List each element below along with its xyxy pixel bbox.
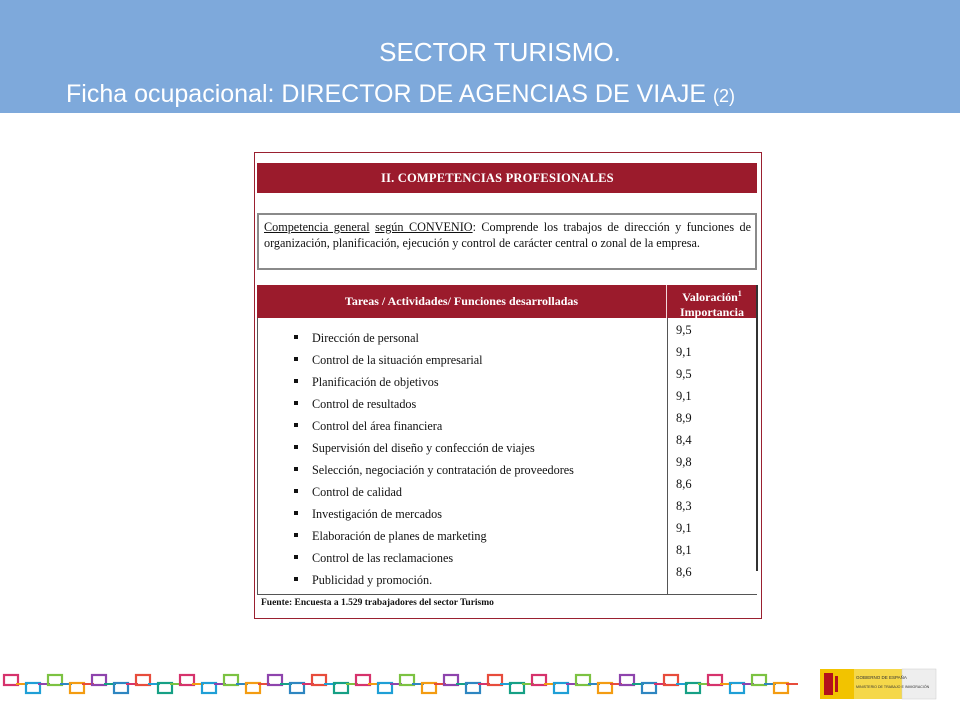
logo-text-ministry: MINISTERIO DE TRABAJO E INMIGRACIÓN xyxy=(856,685,930,689)
importance-value: 8,3 xyxy=(676,499,692,513)
task-label: Control de la situación empresarial xyxy=(312,353,483,367)
importance-value: 9,5 xyxy=(676,323,692,337)
task-label: Supervisión del diseño y confección de viajes xyxy=(312,441,535,455)
chain-link xyxy=(620,675,634,685)
importance-value: 8,9 xyxy=(676,411,692,425)
chain-link xyxy=(48,675,62,685)
rating-header-footnote: 1 xyxy=(737,289,742,298)
tasks-table-body xyxy=(257,318,757,595)
bullet-icon xyxy=(294,577,298,581)
chain-link xyxy=(356,675,370,685)
chain-link xyxy=(752,675,766,685)
chain-link xyxy=(488,675,502,685)
chain-link xyxy=(290,683,304,693)
task-label: Investigación de mercados xyxy=(312,507,442,521)
coat-of-arms-icon xyxy=(824,673,833,695)
chain-link xyxy=(158,683,172,693)
importance-value: 9,1 xyxy=(676,345,692,359)
importance-value: 8,1 xyxy=(676,543,692,557)
title-prefix: Ficha ocupacional: xyxy=(66,80,282,108)
importance-value: 8,4 xyxy=(676,433,692,447)
bullet-icon xyxy=(294,533,298,537)
occupational-sheet xyxy=(254,152,762,619)
chain-link xyxy=(378,683,392,693)
task-label: Selección, negociación y contratación de proveedores xyxy=(312,463,574,477)
importance-value: 9,5 xyxy=(676,367,692,381)
task-label: Elaboración de planes de marketing xyxy=(312,529,487,543)
chain-link xyxy=(642,683,656,693)
importance-value: 9,8 xyxy=(676,455,692,469)
chain-link xyxy=(334,683,348,693)
bullet-icon xyxy=(294,357,298,361)
chain-link xyxy=(114,683,128,693)
decorative-chain-border xyxy=(0,666,800,702)
chain-link xyxy=(246,683,260,693)
title-page-number: (2) xyxy=(713,86,735,106)
bullet-icon xyxy=(294,423,298,427)
chain-link xyxy=(444,675,458,685)
task-label: Planificación de objetivos xyxy=(312,375,439,389)
rating-header-line1: Valoración xyxy=(682,290,738,304)
chain-link xyxy=(576,675,590,685)
task-label: Control del área financiera xyxy=(312,419,443,433)
chain-link xyxy=(4,675,18,685)
chain-link xyxy=(26,683,40,693)
section-title: II. COMPETENCIAS PROFESIONALES xyxy=(257,163,757,193)
rating-header-line2: Importancia xyxy=(680,305,744,319)
chain-link xyxy=(554,683,568,693)
chain-link xyxy=(180,675,194,685)
chain-link xyxy=(224,675,238,685)
convenio-label: según CONVENIO xyxy=(375,220,473,234)
chain-link xyxy=(686,683,700,693)
chain-link xyxy=(708,675,722,685)
government-logo xyxy=(818,666,938,702)
importance-value: 9,1 xyxy=(676,521,692,535)
title-line-1: SECTOR TURISMO. xyxy=(379,37,621,67)
chain-link xyxy=(70,683,84,693)
chain-link xyxy=(422,683,436,693)
chain-link xyxy=(532,675,546,685)
bullet-icon xyxy=(294,555,298,559)
bullet-icon xyxy=(294,401,298,405)
bullet-icon xyxy=(294,335,298,339)
logo-text-government: GOBIERNO DE ESPAÑA xyxy=(856,675,907,680)
table-row xyxy=(258,565,758,594)
chain-link xyxy=(730,683,744,693)
bullet-icon xyxy=(294,445,298,449)
rating-column-header xyxy=(667,286,757,318)
table-header xyxy=(257,285,757,318)
bullet-icon xyxy=(294,489,298,493)
chain-link xyxy=(466,683,480,693)
tasks-column-header: Tareas / Actividades/ Funciones desarrolladas xyxy=(257,285,667,318)
competencia-general-box xyxy=(257,213,757,270)
task-label: Control de las reclamaciones xyxy=(312,551,454,565)
competencia-text: : Comprende los trabajos de dirección y funciones de organización, planificación, ejecución y control de carácter central o zonal de la empresa. xyxy=(264,220,752,250)
title-occupation: DIRECTOR DE AGENCIAS DE VIAJE xyxy=(281,80,713,108)
chain-link xyxy=(510,683,524,693)
chain-link xyxy=(664,675,678,685)
task-label: Control de resultados xyxy=(312,397,417,411)
source-note: Fuente: Encuesta a 1.529 trabajadores del sector Turismo xyxy=(261,598,494,608)
title-line-2 xyxy=(66,79,735,111)
chain-link xyxy=(136,675,150,685)
task-label: Control de calidad xyxy=(312,485,403,499)
importance-value: 8,6 xyxy=(676,477,692,491)
chain-link xyxy=(92,675,106,685)
chain-link xyxy=(268,675,282,685)
task-label: Dirección de personal xyxy=(312,331,419,345)
chain-link xyxy=(202,683,216,693)
importance-value: 9,1 xyxy=(676,389,692,403)
chain-link xyxy=(598,683,612,693)
chain-link xyxy=(774,683,788,693)
bullet-icon xyxy=(294,511,298,515)
bullet-icon xyxy=(294,379,298,383)
task-label: Publicidad y promoción. xyxy=(312,573,433,587)
chain-link xyxy=(312,675,326,685)
importance-value: 8,6 xyxy=(676,565,692,579)
header-band xyxy=(0,0,960,113)
table-right-border xyxy=(756,285,758,571)
chain-link xyxy=(400,675,414,685)
bullet-icon xyxy=(294,467,298,471)
competencia-label: Competencia general xyxy=(264,220,370,234)
